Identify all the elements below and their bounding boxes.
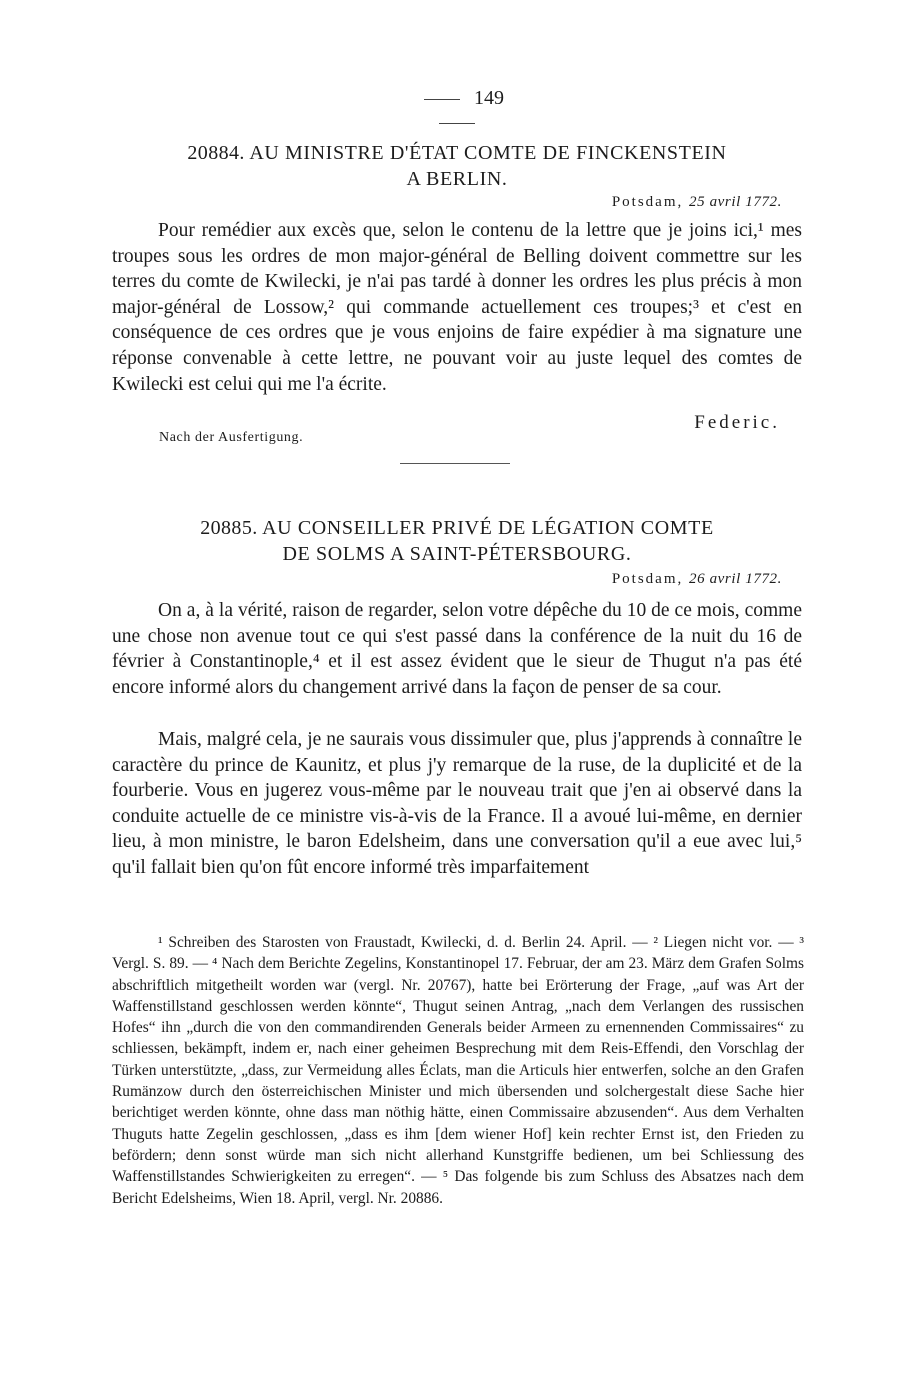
letter-body: Pour remédier aux excès que, selon le contenu de la lettre que je joins ici,¹ mes troupes sous les ordres de mon major-général de Belling doivent commettre sur les terres du comte de Kwilecki, je n'ai pas tardé à donner les ordres les plus précis à mon major-général de Lossow,² qui commande actuellement ces troupes;³ et c'est en conséquence de ces ordres que je vous enjoins de faire expédier à ma signature une réponse convenable à cette lettre, ne pouvant voir au juste lequel des comtes de Kwilecki est celui qui me l'a écrite. — [112, 220, 802, 395]
letter-heading — [112, 140, 802, 166]
letter-number: 20884. — [187, 142, 245, 164]
letter-signature: Federic. — [694, 412, 780, 433]
dateline-place: Potsdam, — [611, 194, 684, 210]
letter-body-paragraph: On a, à la vérité, raison de regarder, selon votre dépêche du 10 de ce mois, comme une chose non avenue tout ce qui s'est passé dans la conférence de la nuit du 16 de février à Constantinople,⁴ et il est assez évident que le sieur de Thugut n'a pas été encore informé alors du changement arrivé dans la façon de penser de sa cour. — [112, 600, 802, 698]
letter-heading-line2: DE SOLMS A SAINT-PÉTERSBOURG. — [282, 543, 632, 565]
letter-title: AU CONSEILLER PRIVÉ DE LÉGATION COMTE — [262, 517, 714, 539]
footnotes: ¹ Schreiben des Starosten von Fraustadt, Kwilecki, d. d. Berlin 24. April. — ² Liegen nicht vor. — ³ Vergl. S. 89. — ⁴ Nach dem Berichte Zegelins, Konstantinopel 17. Februar, der am 23. März dem Grafen Solms abschriftlich mitgetheilt worden war (vergl. Nr. 20767), hatte bei Erörterung der Frage, „auf was Art der Waffenstillstand geschlossen werden könnte“, Thugut seinen Antrag, „nach dem Verlangen des russischen Hofes“ ihn „durch die von den commandirenden Generals beider Armeen zu ernennenden Commissaires“ zu schliessen, bekämpft, indem er, nach einer geheimen Besprechung mit dem Reis-Effendi, den Vorschlag der Türken unterstützte, „dass, zur Vermeidung alles Éclats, man die Articuls hier entwerfen, solche an den Grafen Rumänzow durch den österreichischen Minister und mich übersenden und solchergestalt diese Sache hier berichtiget werden könnte, ohne dass man nöthig hätte, einen Commissaire abzusenden“. Aus dem Verhalten Thuguts hatte Zegelin geschlossen, „dass es ihm [dem wiener Hof] kein rechter Ernst ist, den Frieden zu befördern; denn sonst würde man sich nicht allerhand Kunstgriffe bedienen, um bei Schliessung des Waffenstillstandes Schwierigkeiten zu erregen“. — ⁵ Das folgende bis zum Schluss des Absatzes nach dem Bericht Edelsheims, Wien 18. April, vergl. Nr. 20886. — [112, 934, 804, 1207]
dateline-date: 25 avril 1772. — [689, 194, 782, 210]
letter-heading-line2: A BERLIN. — [406, 168, 508, 190]
section-divider — [400, 463, 510, 464]
page-number-rule-left — [424, 99, 460, 100]
page-number — [382, 86, 532, 134]
letter-source-note: Nach der Ausfertigung. — [159, 430, 304, 445]
letter-title: AU MINISTRE D'ÉTAT COMTE DE FINCKENSTEIN — [249, 142, 727, 164]
letter-dateline — [612, 194, 782, 211]
dateline-place: Potsdam, — [611, 571, 684, 587]
letter-number: 20885. — [200, 517, 258, 539]
page-number-text: 149 — [474, 87, 504, 109]
letter-heading — [112, 515, 802, 541]
letter-body-paragraph: Mais, malgré cela, je ne saurais vous dissimuler que, plus j'apprends à connaître le caractère du prince de Kaunitz, et plus j'y remarque de la ruse, de la duplicité et de la fourberie. Vous en jugerez vous-même par le nouveau trait que j'en ai observé dans la conduite actuelle de ce ministre vis-à-vis de la France. Il a avoué lui-même, en dernier lieu, à mon ministre, le baron Edelsheim, dans une conversation qu'il a eue avec lui,⁵ qu'il fallait bien qu'on fût encore informé très imparfaitement — [112, 729, 802, 878]
letter-dateline — [612, 571, 782, 588]
dateline-date: 26 avril 1772. — [689, 571, 782, 587]
page-number-rule-right — [439, 123, 475, 124]
